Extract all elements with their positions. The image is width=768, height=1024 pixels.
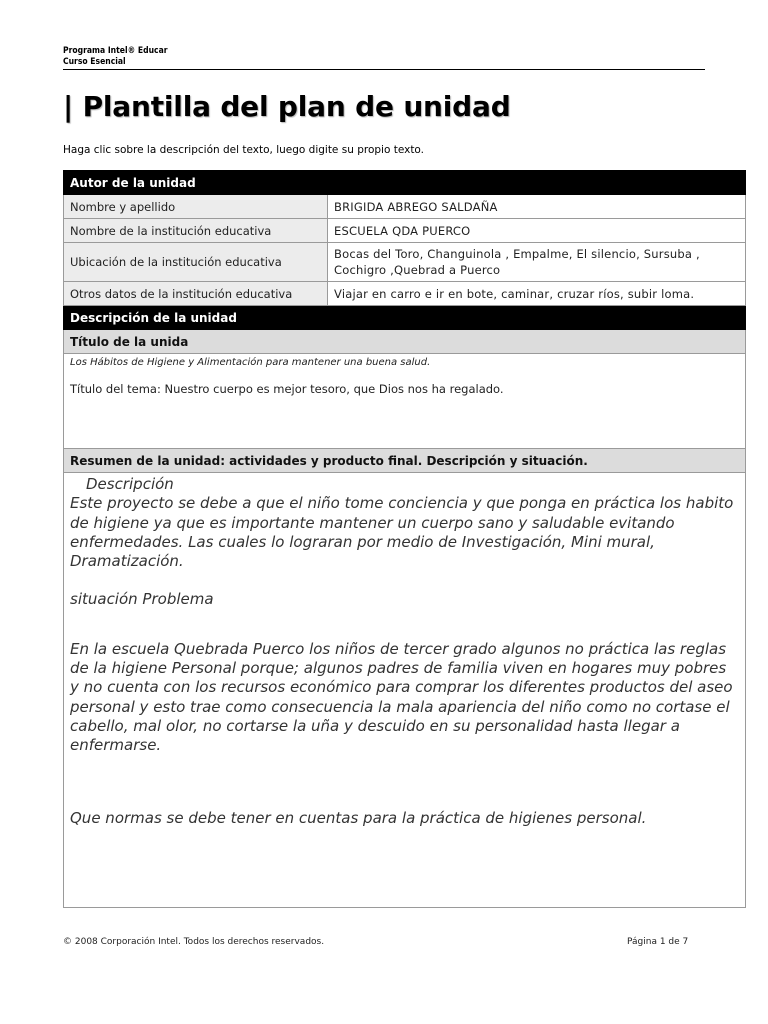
summary-row bbox=[64, 473, 746, 908]
document-header bbox=[63, 46, 705, 70]
author-name-field[interactable]: BRIGIDA ABREGO SALDAÑA bbox=[328, 195, 746, 219]
question-text[interactable]: Que normas se debe tener en cuentas para la práctica de higienes personal. bbox=[70, 808, 647, 827]
field-label: Nombre y apellido bbox=[64, 195, 328, 219]
problem-text[interactable]: En la escuela Quebrada Puerco los niños de tercer grado algunos no práctica las reglas de la higiene Personal porque; algunos padres de familia viven en hogares muy pobres y no cuenta con los recursos económico para comprar los diferentes productos del aseo personal y esto trae como consecuencia la mala apariencia del niño como no cortase el cabello, mal olor, no cortarse la uña y descuido en su personalidad hasta llegar a enfermarse. bbox=[70, 639, 733, 755]
page-title: | Plantilla del plan de unidad bbox=[63, 90, 511, 123]
unit-section-heading: Descripción de la unidad bbox=[64, 306, 746, 330]
unit-title-text[interactable]: Los Hábitos de Higiene y Alimentación para mantener una buena salud. bbox=[70, 357, 431, 368]
field-label: Otros datos de la institución educativa bbox=[64, 282, 328, 306]
institution-name-field[interactable]: ESCUELA QDA PUERCO bbox=[328, 219, 746, 243]
summary-field[interactable] bbox=[64, 473, 746, 908]
description-text[interactable]: Este proyecto se debe a que el niño tome conciencia y que ponga en práctica los habito de higiene ya que es importante mantener un cuerpo sano y saludable evitando enfermedades. Las cuales lo lograran por medio de Investigación, Mini mural, Dramatización. bbox=[70, 494, 734, 571]
program-name: Programa Intel® Educar bbox=[63, 46, 168, 56]
instruction-text: Haga clic sobre la descripción del texto, luego digite su propio texto. bbox=[63, 144, 425, 156]
description-heading: Descripción bbox=[86, 475, 174, 493]
author-row-location bbox=[64, 243, 746, 282]
unit-section-header bbox=[64, 306, 746, 330]
unit-title-label: Título de la unida bbox=[64, 330, 746, 354]
author-row-other bbox=[64, 282, 746, 306]
author-section-header bbox=[64, 171, 746, 195]
field-label: Ubicación de la institución educativa bbox=[64, 243, 328, 282]
author-row-name bbox=[64, 195, 746, 219]
author-section-heading: Autor de la unidad bbox=[64, 171, 746, 195]
author-row-institution bbox=[64, 219, 746, 243]
institution-location-field[interactable]: Bocas del Toro, Changuinola , Empalme, El silencio, Sursuba , Cochigro ,Quebrad a Puerco bbox=[328, 243, 746, 282]
problem-heading: situación Problema bbox=[70, 590, 214, 609]
topic-title-text[interactable]: Título del tema: Nuestro cuerpo es mejor tesoro, que Dios nos ha regalado. bbox=[70, 382, 504, 396]
copyright-footer: © 2008 Corporación Intel. Todos los derechos reservados. bbox=[63, 937, 325, 947]
field-label: Nombre de la institución educativa bbox=[64, 219, 328, 243]
course-name: Curso Esencial bbox=[63, 57, 126, 67]
unit-title-header bbox=[64, 330, 746, 354]
summary-label: Resumen de la unidad: actividades y producto final. Descripción y situación. bbox=[64, 449, 746, 473]
unit-title-field[interactable] bbox=[64, 354, 746, 449]
page-number: Página 1 de 7 bbox=[627, 937, 689, 947]
institution-other-field[interactable]: Viajar en carro e ir en bote, caminar, cruzar ríos, subir loma. bbox=[328, 282, 746, 306]
unit-plan-table bbox=[63, 170, 746, 908]
unit-title-row bbox=[64, 354, 746, 449]
summary-header bbox=[64, 449, 746, 473]
